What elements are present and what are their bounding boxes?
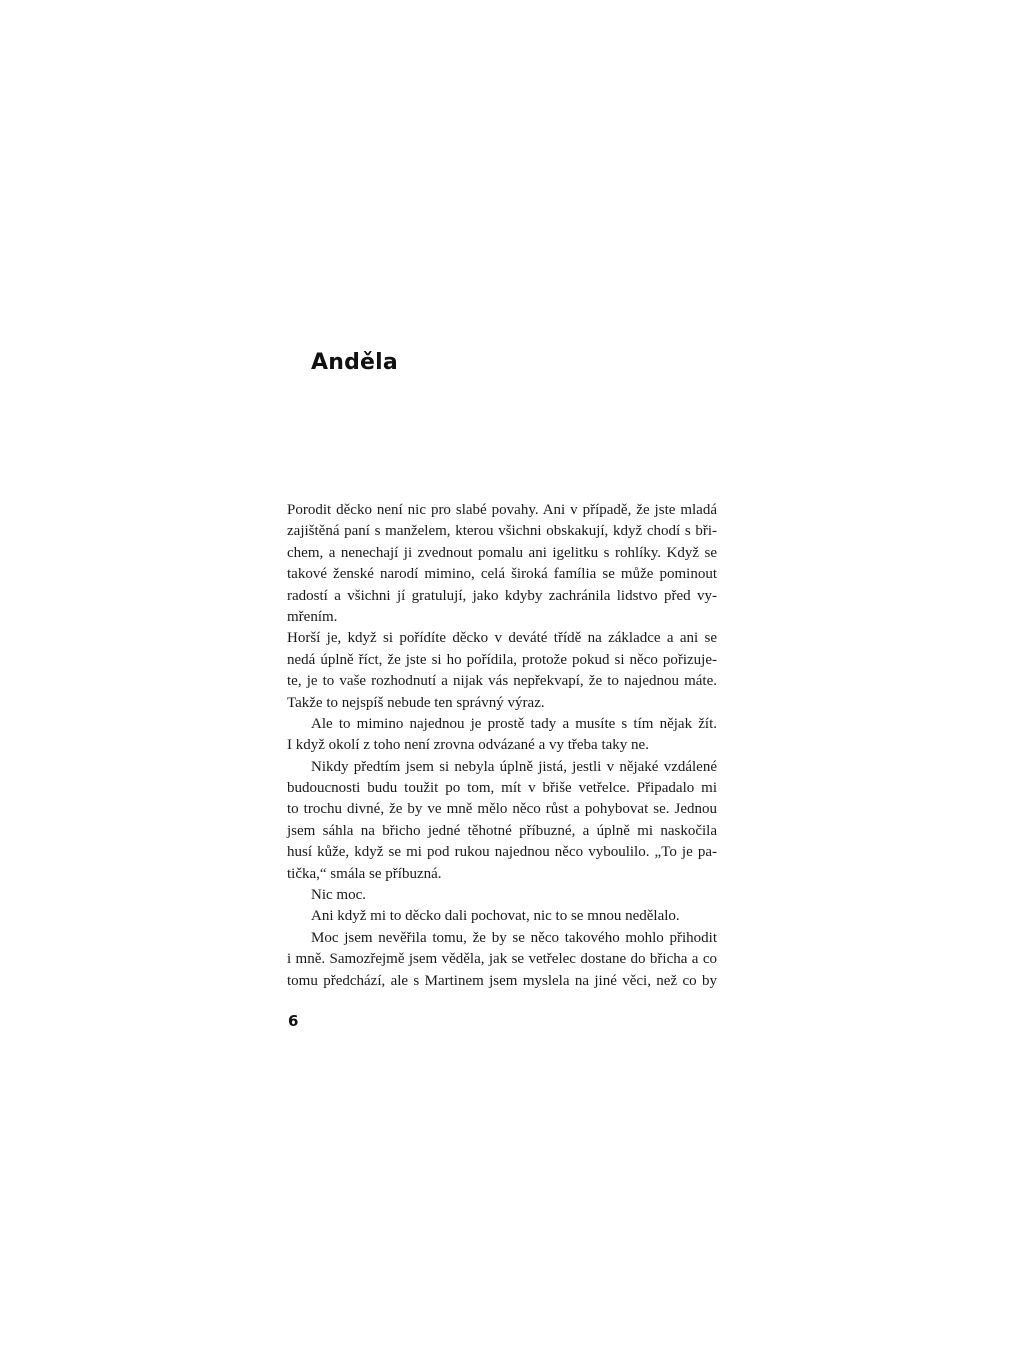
text-line: i mně. Samozřejmě jsem věděla, jak se vetřelec dostane do břicha a co bbox=[287, 951, 717, 968]
text-line: jsem sáhla na břicho jedné těhotné příbuzné, a úplně mi naskočila bbox=[287, 822, 717, 839]
text-line: radostí a všichni jí gratulují, jako kdyby zachránila lidstvo před vy- bbox=[287, 587, 717, 604]
text-line: husí kůže, když se mi pod rukou najednou něco vyboulilo. „To je pa- bbox=[287, 844, 717, 861]
text-line: chem, a nenechají ji zvednout pomalu ani igelitku s rohlíky. Když se bbox=[287, 544, 717, 561]
text-line: Nic moc. bbox=[311, 887, 366, 904]
text-line: Moc jsem nevěřila tomu, že by se něco takového mohlo přihodit bbox=[311, 929, 717, 946]
text-line: Porodit děcko není nic pro slabé povahy. Ani v případě, že jste mladá bbox=[287, 502, 717, 518]
text-line: Takže to nejspíš nebude ten správný výraz. bbox=[287, 694, 545, 711]
text-line: Horší je, když si pořídíte děcko v deváté třídě na základce a ani se bbox=[287, 630, 717, 647]
text-line: te, je to vaše rozhodnutí a nijak vás nepřekvapí, že to najednou máte. bbox=[287, 673, 717, 690]
chapter-title: Anděla bbox=[311, 350, 398, 375]
text-line: nedá úplně říct, že jste si ho pořídila, protože pokud si něco pořizuje- bbox=[287, 651, 717, 668]
text-line: zajištěná paní s manželem, kterou všichni obskakují, když chodí s bři- bbox=[287, 523, 717, 540]
text-line: to trochu divné, že by ve mně mělo něco růst a pohybovat se. Jednou bbox=[287, 801, 717, 818]
text-line: takové ženské narodí mimino, celá široká família se může pominout bbox=[287, 566, 717, 583]
text-line: budoucnosti budu toužit po tom, mít v břiše vetřelce. Připadalo mi bbox=[287, 780, 717, 797]
text-line: tomu předchází, ale s Martinem jsem myslela na jiné věci, než co by bbox=[287, 972, 717, 989]
text-line: Ale to mimino najednou je prostě tady a musíte s tím nějak žít. bbox=[311, 715, 717, 732]
text-line: tička,“ smála se příbuzná. bbox=[287, 865, 442, 882]
page-number: 6 bbox=[288, 1012, 299, 1030]
text-line: I když okolí z toho není zrovna odvázané a vy třeba taky ne. bbox=[287, 737, 649, 754]
text-line: mřením. bbox=[287, 608, 338, 625]
text-line: Ani když mi to děcko dali pochovat, nic to se mnou nedělalo. bbox=[311, 908, 680, 925]
body-text bbox=[287, 500, 717, 992]
text-line: Nikdy předtím jsem si nebyla úplně jistá, jestli v nějaké vzdálené bbox=[311, 758, 717, 775]
